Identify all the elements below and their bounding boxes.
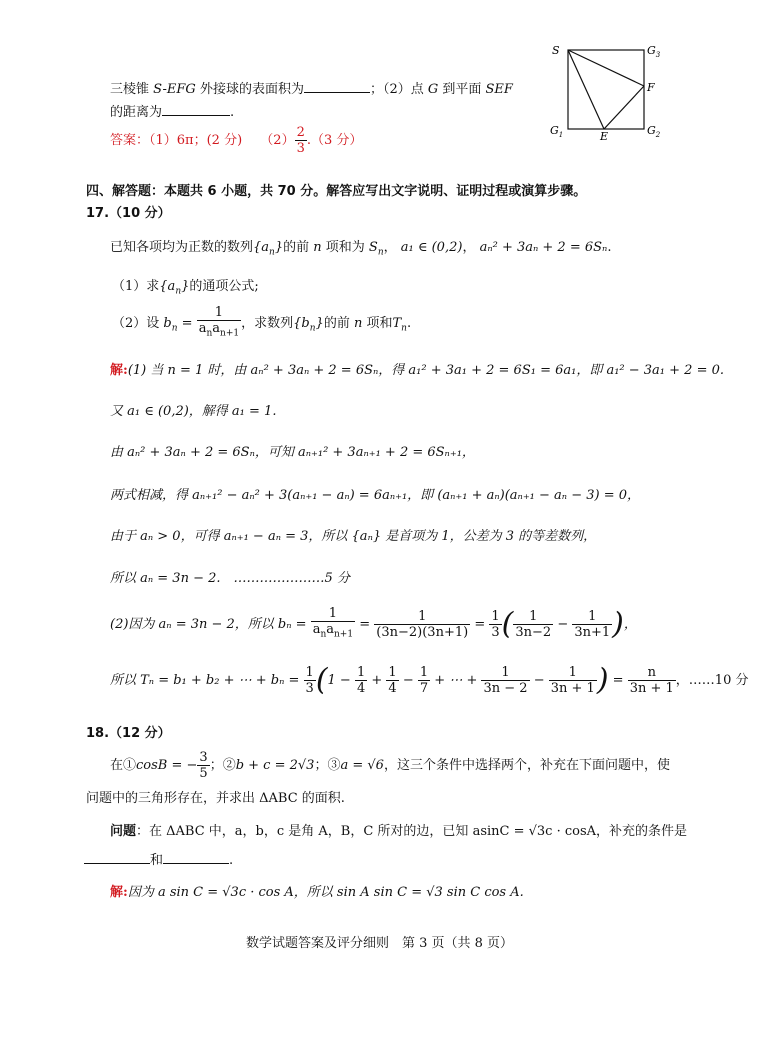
- q17-statement: 已知各项均为正数的数列$\{a_n\}$的前 n 项和为 $S_n$， a₁ ∈ (0,2)， aₙ² + 3aₙ + 2 = 6Sₙ.: [110, 240, 612, 258]
- q16-line-2: [110, 101, 234, 120]
- text: =: [359, 616, 371, 632]
- frac-den: 3: [296, 141, 305, 156]
- q16-line-1: [110, 78, 513, 97]
- geometry-figure: [546, 40, 666, 144]
- problem-label: 问题: [110, 824, 137, 839]
- line-sf: [568, 50, 644, 86]
- text: （2）设: [112, 315, 160, 331]
- text: 外接球的表面积为: [195, 82, 304, 97]
- bn-fraction: $\frac{1}{a_na_{n+1}}$: [198, 305, 240, 339]
- text: 的通项公式;: [189, 279, 259, 294]
- label-g3: $G_3$: [647, 44, 661, 59]
- var-n: n: [313, 240, 322, 255]
- q17-solution-line-7: (2)因为 aₙ = 3n − 2，所以 bₙ = $\frac{1}{a_na_{n+1}}$ = $\frac{1}{(3n-2)(3n+1)}$ = $\frac{1}{3}$ ( $\frac{1}{3n-2}$ − $\frac{1}{3n+1}$ )，: [110, 606, 637, 642]
- condition-recurrence: aₙ² + 3aₙ + 2 = 6Sₙ: [479, 240, 608, 255]
- q17-part-2: （2）设 $b_n$ = $\frac{1}{a_na_{n+1}}$ ，求数列$\{b_n\}$的前 n 项和$T_n$.: [112, 305, 411, 342]
- q17-solution-line-1: [110, 359, 724, 378]
- label-s: S: [552, 44, 560, 57]
- text: ，: [462, 240, 476, 255]
- answer-part-1: ：（1）6π；(2 分): [136, 133, 243, 148]
- text: ，这三个条件中选择两个，补充在下面问题中，使: [383, 758, 670, 773]
- answer-blank-2[interactable]: [162, 103, 230, 116]
- point-name: G: [427, 82, 439, 97]
- square-outline: [568, 50, 644, 129]
- q18-problem-line-1: [110, 820, 687, 839]
- fraction: $\frac{3}{5}$: [199, 750, 208, 781]
- label-g1: $G_1$: [550, 124, 564, 139]
- line-se: [568, 50, 604, 129]
- text: 的距离为: [110, 105, 163, 120]
- fraction: $\frac{1}{3n + 1}$: [550, 665, 595, 696]
- q18-statement-line-2: 问题中的三角形存在，并求出 ΔABC 的面积.: [86, 791, 345, 806]
- q18-statement-line-1: [110, 750, 670, 781]
- q17-solution-line-4: 两式相减，得 aₙ₊₁² − aₙ² + 3(aₙ₊₁ − aₙ) = 6aₙ₊₁，即 (aₙ₊₁ + aₙ)(aₙ₊₁ − aₙ − 3) = 0，: [110, 488, 640, 503]
- text: （1）求: [112, 279, 160, 294]
- fraction: $\frac{1}{3}$: [305, 665, 314, 696]
- answer-part-3: .（3 分）: [306, 133, 363, 148]
- text: ；（2）点: [369, 82, 428, 97]
- text: ，……10 分: [675, 673, 749, 688]
- label-f: F: [647, 81, 655, 94]
- text: ，: [623, 616, 637, 632]
- answer-label: 答案: [110, 133, 137, 148]
- text: 的前: [323, 315, 354, 331]
- answer-blank-3[interactable]: [84, 851, 150, 864]
- text: 到平面: [438, 82, 486, 97]
- q16-answer: [110, 125, 362, 156]
- solution-label: 解:: [110, 363, 128, 378]
- text: 项和为: [321, 240, 369, 255]
- text: 项和: [362, 315, 393, 331]
- text: .: [229, 853, 234, 868]
- text: .: [607, 240, 612, 255]
- text: =: [474, 616, 486, 632]
- text: .: [406, 315, 412, 331]
- condition-1: cosB = −: [136, 758, 198, 773]
- fraction: $\frac{1}{(3n-2)(3n+1)}$: [376, 608, 469, 640]
- text: ，求数列: [241, 315, 294, 331]
- text: 的前: [283, 240, 314, 255]
- fraction: $\frac{1}{3n - 2}$: [483, 665, 528, 696]
- fraction: $\frac{1}{3n+1}$: [574, 608, 611, 640]
- q17-solution-line-2: 又 a₁ ∈ (0,2)，解得 a₁ = 1.: [110, 404, 277, 419]
- fraction: $\frac{1}{a_na_{n+1}}$: [312, 606, 354, 640]
- q17-part-1: （1）求$\{a_n\}$的通项公式;: [112, 279, 259, 297]
- text: 因为 a sin C = √3c · cos A，所以 sin A sin C = √3 sin C cos A.: [127, 885, 524, 900]
- fraction: $\frac{1}{4}$: [388, 665, 397, 696]
- q18-problem-line-2: [84, 849, 233, 868]
- line-ef: [604, 86, 644, 129]
- text: 所以 Tₙ = b₁ + b₂ + ⋯ + bₙ =: [110, 673, 300, 688]
- q18-number: 18.（12 分）: [86, 726, 171, 741]
- text: 已知各项均为正数的数列: [110, 240, 254, 255]
- plane-name: SEF: [485, 82, 513, 97]
- text: 三棱锥: [110, 82, 154, 97]
- answer-blank-1[interactable]: [304, 80, 370, 93]
- text: (1) 当 n = 1 时，由 aₙ² + 3aₙ + 2 = 6Sₙ，得 a₁² + 3a₁ + 2 = 6S₁ = 6a₁，即 a₁² − 3a₁ + 2 = 0.: [127, 363, 725, 378]
- text: 在①: [110, 758, 137, 773]
- text: =: [612, 673, 624, 688]
- solid-name: S-EFG: [153, 82, 196, 97]
- answer-blank-4[interactable]: [163, 851, 229, 864]
- fraction: $\frac{n}{3n + 1}$: [629, 665, 674, 696]
- text: (2)因为 aₙ = 3n − 2，所以 bₙ =: [110, 616, 307, 632]
- label-e: E: [600, 130, 609, 143]
- fraction: $\frac{1}{4}$: [356, 665, 366, 696]
- text: .: [230, 105, 235, 120]
- q17-solution-line-6: 所以 aₙ = 3n − 2. …………………5 分: [110, 571, 350, 586]
- label-g2: $G_2$: [647, 124, 661, 139]
- q17-solution-line-3: 由 aₙ² + 3aₙ + 2 = 6Sₙ，可知 aₙ₊₁² + 3aₙ₊₁ + 2 = 6Sₙ₊₁，: [110, 445, 475, 460]
- frac-num: 2: [296, 125, 305, 140]
- fraction: $\frac{1}{3}$: [491, 608, 500, 640]
- answer-part-2: （2）: [260, 133, 295, 148]
- q17-number: 17.（10 分）: [86, 206, 171, 221]
- text: ：在 ΔABC 中，a，b，c 是角 A，B，C 所对的边，已知 asinC = √3c · cosA，补充的条件是: [136, 824, 688, 839]
- fraction: $\frac{1}{7}$: [419, 665, 429, 696]
- text: ，: [383, 240, 397, 255]
- condition-a1: a₁ ∈ (0,2): [400, 240, 463, 255]
- text: 和: [150, 853, 164, 868]
- text: ；③: [314, 758, 341, 773]
- section-title: 四、解答题：本题共 6 小题，共 70 分。解答应写出文字说明、证明过程或演算步骤。: [86, 184, 587, 199]
- condition-2: b + c = 2√3: [235, 758, 315, 773]
- solution-label: 解:: [110, 885, 128, 900]
- q17-solution-line-8: 所以 Tₙ = b₁ + b₂ + ⋯ + bₙ = $\frac{1}{3}$ (1 − $\frac{1}{4}$ + $\frac{1}{4}$ − $\frac{1}{7}$ + ⋯ + $\frac{1}{3n - 2}$ − $\frac{1}{3n + 1}$ ) = $\frac{n}{3n + 1}$ ，……10 分: [110, 662, 749, 698]
- q17-solution-line-5: 由于 aₙ > 0，可得 aₙ₊₁ − aₙ = 3，所以 {aₙ} 是首项为 1，公差为 3 的等差数列，: [110, 529, 597, 544]
- fraction: $\frac{1}{3n-2}$: [515, 608, 552, 640]
- answer-fraction: [295, 125, 307, 156]
- text: ；②: [209, 758, 236, 773]
- page-footer: 数学试题答案及评分细则 第 3 页（共 8 页）: [245, 936, 514, 951]
- q18-solution-line-1: [110, 881, 524, 900]
- condition-3: a = √6: [340, 758, 384, 773]
